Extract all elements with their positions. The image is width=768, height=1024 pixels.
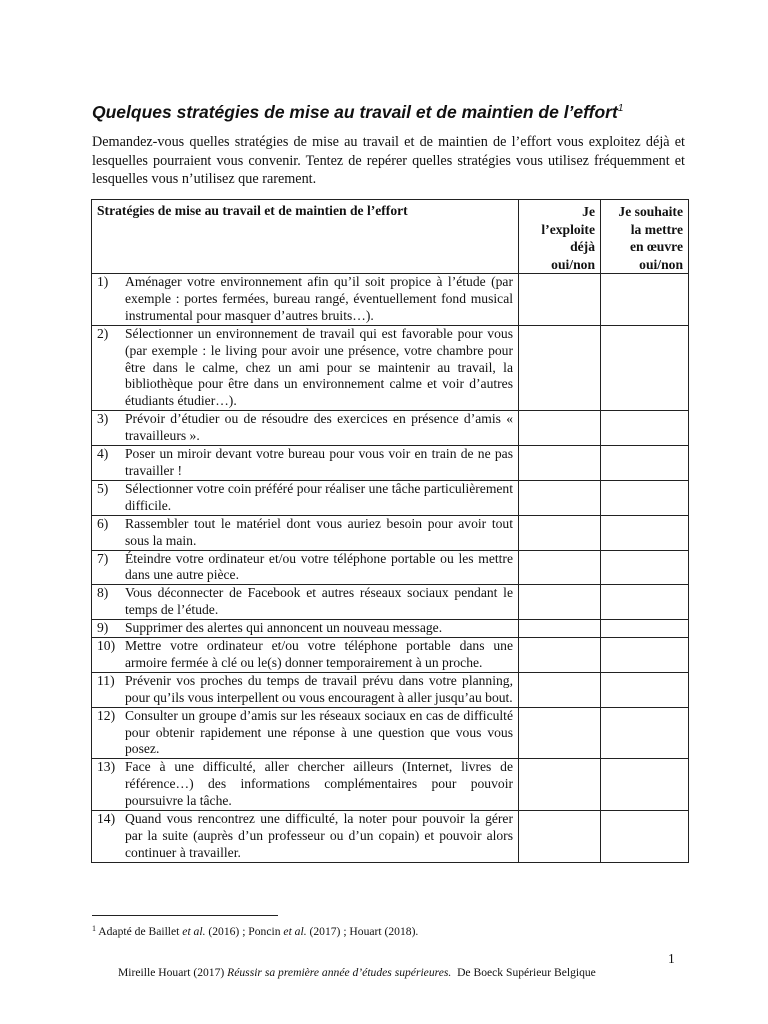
already-exploit-cell[interactable] (519, 325, 601, 411)
header-wish-implement-line: oui/non (639, 256, 683, 272)
strategy-cell (92, 707, 519, 759)
footnote-etal-2: et al. (283, 925, 307, 938)
strategy-text: Poser un miroir devant votre bureau pour vous voir en train de ne pas travailler ! (125, 446, 513, 478)
strategy-number: 5) (97, 480, 109, 496)
intro-paragraph: Demandez-vous quelles stratégies de mise au travail et de maintien de l’effort vous exploitez déjà et lesquelles pourraient vous convenir. Tentez de repérer quelles stratégies vous utilisez fréquemment et lesquelles vous n’utilisez que rarement. (92, 134, 685, 187)
already-exploit-cell[interactable] (519, 411, 601, 446)
wish-implement-cell[interactable] (601, 325, 689, 411)
table-row (92, 638, 689, 673)
strategy-text: Quand vous rencontrez une difficulté, la noter pour pouvoir la gérer par la suite (auprès d’un professeur ou d’un copain) et pouvoir alors continuer à travailler. (125, 811, 513, 860)
header-wish-implement (601, 200, 689, 274)
wish-implement-cell[interactable] (601, 638, 689, 673)
strategy-cell (92, 811, 519, 863)
header-wish-implement-line: en œuvre (630, 239, 683, 254)
already-exploit-cell[interactable] (519, 550, 601, 585)
strategy-cell (92, 325, 519, 411)
strategy-text: Sélectionner un environnement de travail qui est favorable pour vous (par exemple : le living pour avoir une présence, votre chambre pour être dans le calme, chez un ami pour se maintenir au travail, la bibliothèque pour être dans un environnement calme et voir d’autres étudiants étudier…). (125, 325, 513, 409)
strategy-cell (92, 585, 519, 620)
header-already-exploit-line: oui/non (551, 256, 595, 272)
wish-implement-cell[interactable] (601, 620, 689, 638)
already-exploit-cell[interactable] (519, 759, 601, 811)
strategy-text: Vous déconnecter de Facebook et autres réseaux sociaux pendant le temps de l’étude. (125, 585, 513, 618)
strategy-text: Supprimer des alertes qui annoncent un nouveau message. (125, 620, 443, 636)
header-already-exploit-line: Je (582, 204, 595, 219)
strategy-cell (92, 672, 519, 707)
footnote-text-1: Adapté de Baillet (98, 925, 183, 938)
strategy-number: 9) (97, 620, 109, 636)
table-row (92, 707, 689, 759)
already-exploit-cell[interactable] (519, 620, 601, 638)
strategy-text: Sélectionner votre coin préféré pour réaliser une tâche particulièrement difficile. (125, 480, 513, 513)
strategy-text: Face à une difficulté, aller chercher ailleurs (Internet, livres de référence…) des informations complémentaires pour pouvoir poursuivre la tâche. (125, 759, 513, 809)
already-exploit-cell[interactable] (519, 672, 601, 707)
strategy-text: Mettre votre ordinateur et/ou votre téléphone portable dans une armoire fermée à clé ou le(s) donner temporairement à un proche. (125, 638, 513, 670)
strategy-cell (92, 620, 519, 638)
strategy-text: Aménager votre environnement afin qu’il soit propice à l’étude (par exemple : portes fermées, bureau rangé, éventuellement fond musical instrumental pour masquer d’autres bruits…). (125, 274, 513, 323)
footer-book-title: Réussir sa première année d’études supérieures. (227, 966, 452, 979)
footer-author: Mireille Houart (2017) (118, 966, 228, 979)
footer-publisher: De Boeck Supérieur Belgique (451, 966, 596, 979)
wish-implement-cell[interactable] (601, 811, 689, 863)
strategy-cell (92, 411, 519, 446)
strategy-number: 6) (97, 515, 109, 531)
strategy-text: Rassembler tout le matériel dont vous auriez besoin pour avoir tout sous la main. (125, 515, 513, 548)
strategy-number: 7) (97, 550, 109, 566)
footnote-etal-1: et al. (182, 925, 206, 938)
table-row (92, 620, 689, 638)
table-row (92, 515, 689, 550)
strategy-cell (92, 515, 519, 550)
strategy-text: Prévenir vos proches du temps de travail prévu dans votre planning, pour qu’ils vous interpellent ou vous encouragent à aller jusqu’au bout. (125, 672, 513, 705)
header-strategy: Stratégies de mise au travail et de maintien de l’effort (92, 200, 519, 274)
page-title-text: Quelques stratégies de mise au travail et de maintien de l’effort (92, 102, 618, 122)
wish-implement-cell[interactable] (601, 515, 689, 550)
table-row (92, 480, 689, 515)
strategy-cell (92, 274, 519, 326)
footnote-text-2: (2016) ; Poncin (205, 925, 284, 938)
wish-implement-cell[interactable] (601, 480, 689, 515)
strategy-cell (92, 480, 519, 515)
already-exploit-cell[interactable] (519, 811, 601, 863)
wish-implement-cell[interactable] (601, 550, 689, 585)
footnote-marker: 1 (92, 924, 96, 933)
already-exploit-cell[interactable] (519, 638, 601, 673)
header-wish-implement-line: la mettre (630, 221, 683, 237)
strategy-number: 11) (97, 672, 115, 688)
wish-implement-cell[interactable] (601, 585, 689, 620)
table-row (92, 411, 689, 446)
wish-implement-cell[interactable] (601, 411, 689, 446)
header-already-exploit-line: l’exploite (541, 221, 595, 237)
strategy-number: 13) (97, 759, 116, 775)
strategy-cell (92, 638, 519, 673)
already-exploit-cell[interactable] (519, 585, 601, 620)
header-already-exploit-line: déjà (570, 239, 595, 254)
table-row (92, 811, 689, 863)
wish-implement-cell[interactable] (601, 446, 689, 481)
table-row (92, 672, 689, 707)
table-row (92, 325, 689, 411)
strategy-cell (92, 759, 519, 811)
strategy-number: 2) (97, 325, 109, 341)
already-exploit-cell[interactable] (519, 274, 601, 326)
table-row (92, 446, 689, 481)
header-wish-implement-line: Je souhaite (618, 204, 683, 219)
strategy-number: 12) (97, 707, 116, 723)
strategy-cell (92, 446, 519, 481)
page-title (92, 99, 712, 122)
table-header-row (92, 200, 689, 274)
table-row (92, 759, 689, 811)
strategy-text: Éteindre votre ordinateur et/ou votre téléphone portable ou les mettre dans une autre pièce. (125, 550, 513, 583)
strategy-number: 8) (97, 585, 109, 601)
strategy-text: Prévoir d’étudier ou de résoudre des exercices en présence d’amis « travailleurs ». (125, 411, 513, 444)
footnote (92, 921, 418, 939)
wish-implement-cell[interactable] (601, 672, 689, 707)
page-footer (118, 966, 596, 979)
table-row (92, 550, 689, 585)
footnote-text-3: (2017) ; Houart (2018). (306, 925, 419, 938)
already-exploit-cell[interactable] (519, 515, 601, 550)
header-already-exploit (519, 200, 601, 274)
wish-implement-cell[interactable] (601, 759, 689, 811)
strategy-text: Consulter un groupe d’amis sur les réseaux sociaux en cas de difficulté pour obtenir rapidement une réponse à une question que vous vous posez. (125, 707, 513, 757)
strategies-table (91, 199, 689, 863)
strategy-number: 3) (97, 411, 109, 427)
already-exploit-cell[interactable] (519, 480, 601, 515)
strategy-number: 10) (97, 638, 116, 654)
strategy-number: 1) (97, 274, 109, 289)
strategy-cell (92, 550, 519, 585)
wish-implement-cell[interactable] (601, 274, 689, 326)
strategy-number: 4) (97, 446, 109, 462)
title-footnote-marker: 1 (617, 103, 624, 114)
wish-implement-cell[interactable] (601, 707, 689, 759)
table-row (92, 274, 689, 326)
already-exploit-cell[interactable] (519, 707, 601, 759)
footnote-separator (92, 915, 278, 916)
page-number: 1 (668, 951, 675, 966)
already-exploit-cell[interactable] (519, 446, 601, 481)
strategy-number: 14) (97, 811, 116, 827)
table-row (92, 585, 689, 620)
